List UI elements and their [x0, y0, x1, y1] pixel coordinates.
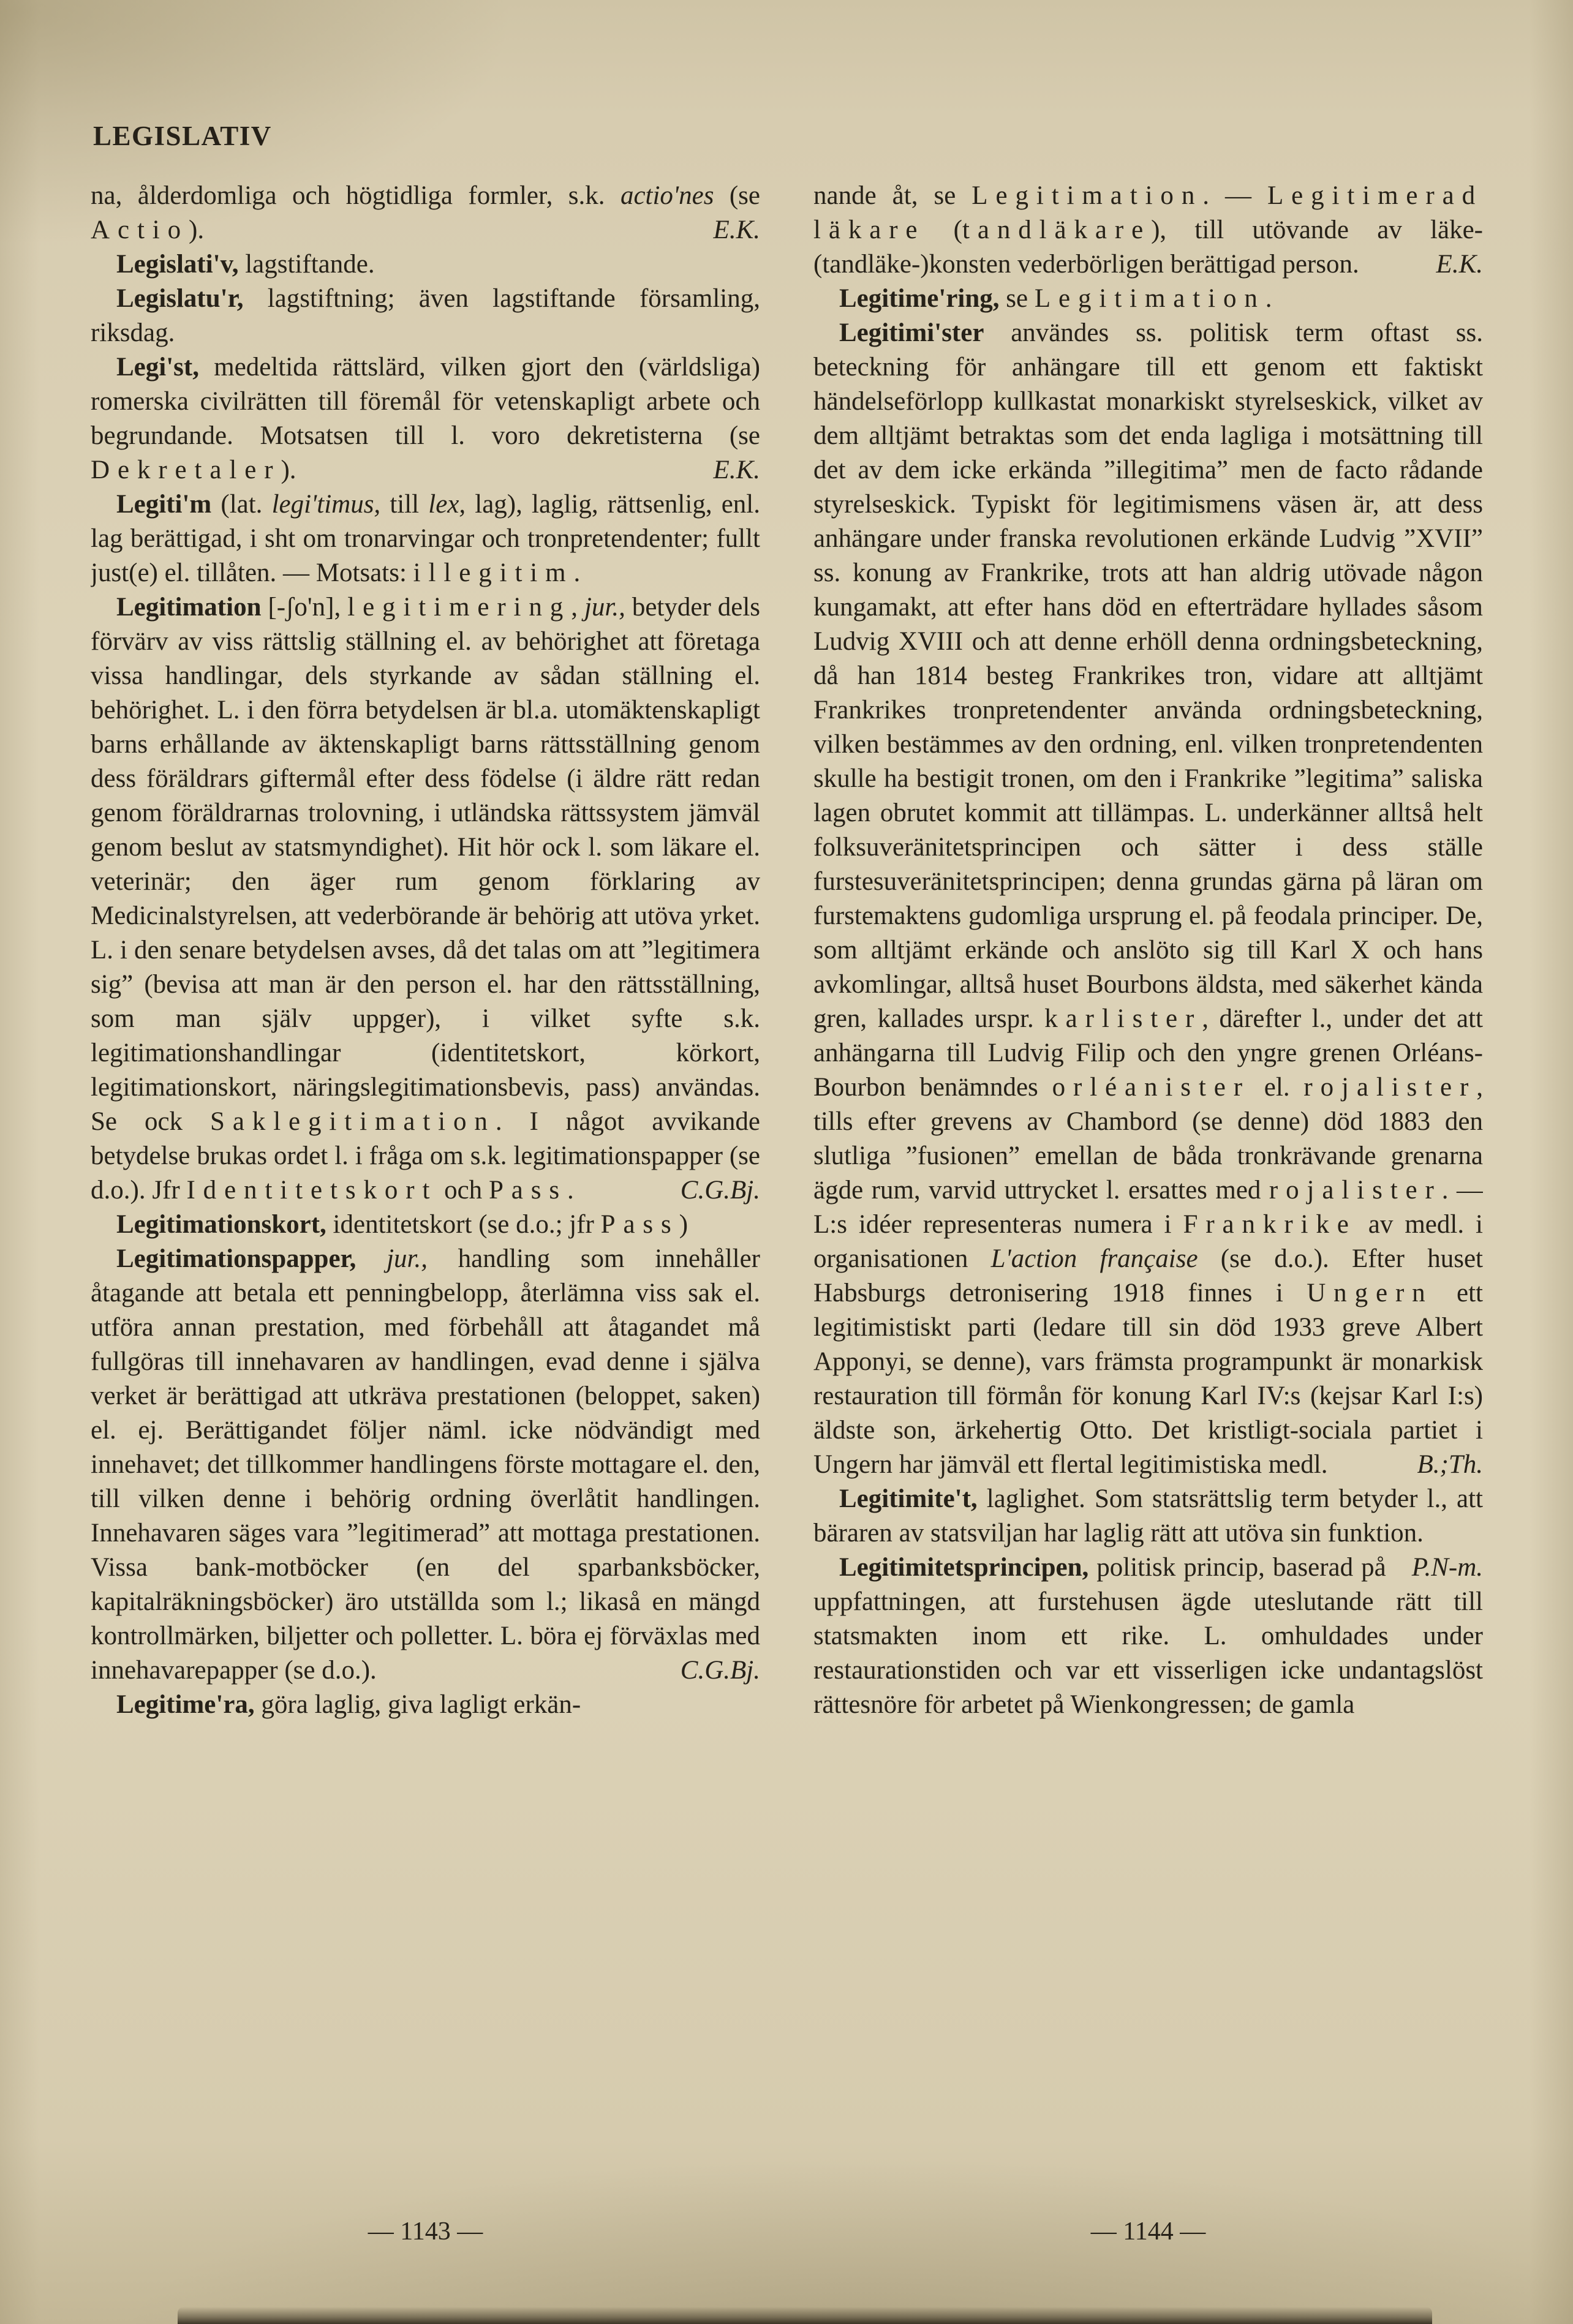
entry-term: Legislatu'r, — [116, 284, 244, 313]
author-signature: P.N-m. — [1411, 1553, 1483, 1582]
entry-term: Legitimite't, — [839, 1484, 978, 1513]
cross-reference: tandläkare — [962, 216, 1152, 244]
text-run: ). — [281, 456, 296, 484]
text-run: . — [567, 1176, 574, 1205]
paragraph — [91, 487, 760, 590]
entry-term: Legitimitetsprincipen, — [839, 1553, 1089, 1582]
author-signature: C.G.Bj. — [680, 1656, 760, 1685]
text-run: ). — [189, 216, 205, 244]
text-run: identitetskort (se d.o.; jfr — [326, 1210, 601, 1239]
entry-term: Legitimation — [116, 593, 262, 622]
text-run: lagstiftande. — [238, 250, 375, 279]
italic-term: actio'nes — [620, 181, 714, 210]
entry-term: Legitime'ring, — [839, 284, 1000, 313]
text-run: ( — [925, 216, 962, 244]
cross-reference: Frankrike — [1183, 1210, 1357, 1239]
cross-reference: rojalister — [1269, 1176, 1442, 1205]
author-signature: B.;Th. — [1417, 1450, 1483, 1479]
text-run: göra laglig, giva lagligt erkän- — [254, 1690, 581, 1719]
cross-reference: Legitimation — [1034, 284, 1266, 313]
paragraph — [91, 590, 760, 1208]
text-run: av medl. i organisationen — [813, 1210, 1483, 1273]
paragraph — [91, 1688, 760, 1722]
text-run: (se d.o.). Efter huset Habsburgs detronisering 1918 finnes i — [813, 1244, 1483, 1307]
text-run: . — [1265, 284, 1272, 313]
italic-term: jur., — [387, 1244, 428, 1273]
cross-reference: Pass — [600, 1210, 679, 1239]
text-run: , därefter l., under det att anhängarna till Ludvig Filip och den yngre grenen Orléans-Bourbon benämndes — [813, 1004, 1483, 1102]
cross-reference: legitimering — [347, 593, 571, 622]
paragraph — [813, 316, 1483, 1482]
paragraph — [813, 282, 1483, 316]
italic-term: L'action française — [990, 1244, 1198, 1273]
page-number-right: — 1144 — — [1090, 2217, 1206, 2246]
cross-reference: Legitimation — [971, 181, 1203, 210]
text-run: el. — [1250, 1073, 1304, 1102]
text-run: handling som innehåller åtagande att betala ett penningbelopp, återlämna viss sak el. utföra annan prestation, med förbehåll att åtagandet må fullgöras till innehavaren av handlingen, evad denne i själva verket är berättigad att utkräva prestationen (beloppet, saken) el. ej. Berättigandet följer näml. icke nödvändigt med innehavet; det tillkommer handlingens förste mottagare el. den, till vilken denne i behörig ordning överlåtit handlingen. Innehavaren säges vara ”legitimerad” att mottaga prestationen. Vissa bank-motböcker (en del sparbanksböcker, kapitalräkningsböcker) äro utställda som l.; likaså en mängd kontrollmärken, biljetter och polletter. L. böra ej förväxlas med innehavarepapper (se d.o.). — [91, 1244, 760, 1685]
author-signature: E.K. — [713, 456, 760, 484]
text-run: betyder dels förvärv av viss rättslig ställning el. av behörighet att företaga vissa handlingar, dels styrkande av sådan ställning el. behörighet. L. i den förra betydelsen är bl.a. utomäktenskapligt barns erhållande av äktenskapligt barns rättsställning genom dess föräldrars giftermål efter dess födelse (i äldre rätt redan genom föräldrarnas trolovning, i utländska rättssystem jämväl genom beslut av statsmyndighet). Hit hör ock l. som läkare el. veterinär; den äger rum genom förklaring av Medicinalstyrelsen, att vederbörande är behörig att utöva yrket. L. i den senare betydelsen avses, då det talas om att ”legitimera sig” (bevisa att man är den person el. har den rättsställning, som man själv uppger), i vilket syfte s.k. legitimationshandlingar (identitetskort, körkort, legitimationskort, näringslegitimationsbevis, pass) användas. Se ock — [91, 593, 760, 1136]
entry-term: Legitime'ra, — [116, 1690, 255, 1719]
running-title: LEGISLATIV — [93, 121, 272, 151]
text-run — [356, 1244, 387, 1273]
text-run: och — [437, 1176, 489, 1205]
cross-reference: rojalister — [1303, 1073, 1477, 1102]
page-number-left: — 1143 — — [368, 2217, 483, 2246]
entry-term: Legitimationspapper, — [116, 1244, 356, 1273]
scan-edge-shadow — [178, 2307, 1432, 2324]
text-run: ) — [679, 1210, 688, 1239]
cross-reference: Identitetskort — [186, 1176, 438, 1205]
text-run: . — — [1202, 181, 1267, 210]
italic-term: lex, — [428, 490, 466, 519]
cross-reference: Ungern — [1307, 1279, 1433, 1307]
text-run: . — [573, 558, 581, 587]
text-run: , tills efter grevens av Chambord (se denne) död 1883 den slutliga ”fusionen” emellan de båda tronkrävande grenarna ägde rum, varvid uttrycket l. ersattes med — [813, 1073, 1483, 1205]
entry-term: Legislati'v, — [116, 250, 239, 279]
text-run: , — [571, 593, 584, 622]
author-signature: C.G.Bj. — [680, 1176, 760, 1205]
author-signature: E.K. — [713, 216, 760, 244]
entry-term: Legitimationskort, — [116, 1210, 326, 1239]
column-right — [813, 179, 1483, 2206]
paragraph — [91, 247, 760, 282]
text-run: na, ålderdomliga och högtidliga formler, s.k. — [91, 181, 621, 210]
paragraph — [91, 1242, 760, 1688]
paragraph — [91, 350, 760, 487]
text-run: (se — [714, 181, 760, 210]
text-run: politisk princip, baserad på uppfattningen, att furstehusen ägde uteslutande rätt till statsmakten inom ett rike. L. omhuldades under restaurationstiden och var ett visserligen icke undantagslöst rättesnöre för arbetet på Wienkongressen; de gamla — [813, 1553, 1483, 1719]
paragraph — [91, 179, 760, 247]
italic-term: jur., — [584, 593, 625, 622]
cross-reference: orléanister — [1052, 1073, 1250, 1102]
paragraph — [91, 1208, 760, 1242]
cross-reference: Legitimerad läkare — [813, 181, 1483, 244]
text-columns — [91, 179, 1483, 2206]
text-run: ), till utövande av läke- (tandläke-)konsten vederbörligen berättigad person. — [813, 216, 1483, 279]
text-run: . I något avvikande betydelse brukas ordet l. i fråga om s.k. legitimationspapper (se d.o.). Jfr — [91, 1107, 760, 1205]
paragraph — [813, 179, 1483, 282]
cross-reference: Saklegitimation — [210, 1107, 496, 1136]
cross-reference: Pass — [488, 1176, 568, 1205]
text-run: lag), laglig, rättsenlig, enl. lag berättigad, i sht om tronarvingar och tronpretendenter; fullt just(e) el. tillåten. — Motsats: — [91, 490, 760, 587]
paragraph — [91, 282, 760, 350]
text-run: se — [999, 284, 1035, 313]
text-run: [-ʃo'n], — [261, 593, 348, 622]
text-run: laglighet. Som statsrättslig term betyder l., att bäraren av statsviljan har laglig rätt att utöva sin funktion. — [813, 1484, 1483, 1547]
column-left — [91, 179, 760, 2206]
text-run: till — [380, 490, 429, 519]
italic-term: legi'timus, — [271, 490, 381, 519]
entry-term: Legiti'm — [116, 490, 212, 519]
cross-reference: karlister — [1044, 1004, 1202, 1033]
text-run: nande åt, se — [813, 181, 972, 210]
text-run: medeltida rättslärd, vilken gjort den (världsliga) romerska civilrätten till föremål för vetenskapligt arbete och begrundande. Motsatsen till l. voro dekretisterna (se — [91, 353, 760, 450]
text-run: . — L:s idéer representeras numera i — [813, 1176, 1483, 1239]
author-signature: E.K. — [1436, 250, 1483, 279]
cross-reference: Actio — [91, 216, 189, 244]
paragraph — [813, 1551, 1483, 1722]
entry-term: Legitimi'ster — [839, 318, 984, 347]
entry-term: Legi'st, — [116, 353, 199, 382]
text-run: användes ss. politisk term oftast ss. beteckning för anhängare till ett genom ett faktiskt händelseförlopp kullkastat monarkiskt styrelseskick, vilket av dem alltjämt betraktas som det enda lagliga i motsättning till det av dem icke erkända ”illegitima” men de facto rådande styrelseskick. Typiskt för legitimismens väsen är, att dess anhängare under franska revolutionen erkände Ludvig ”XVII” ss. konung av Frankrike, trots att han aldrig utövade någon kungamakt, att efter hans död en efterträdare hyllades såsom Ludvig XVIII och att denne erhöll denna ordningsbeteckning, då han 1814 besteg Frankrikes tron, vidare att alltjämt Frankrikes tronpretendenter använda ordningsbeteckning, vilken bestämmes av den ordning, enl. vilken tronpretendenten skulle ha bestigit tronen, om den i Frankrike ”legitima” saliska lagen obrutet kommit att tillämpas. L. underkänner alltså helt folksuveränitetsprincipen och sätter i dess ställe furstesuveränitetsprincipen; denna grundas gärna på läran om furstemaktens gudomliga ursprung el. på feodala principer. De, som alltjämt erkände och anslöto sig till Karl X och hans avkomlingar, alltså huset Bourbons äldsta, med säkerhet kända gren, kallades urspr. — [813, 318, 1483, 1033]
text-run: lagstiftning; även lagstiftande församling, riksdag. — [91, 284, 760, 347]
cross-reference: Dekretaler — [91, 456, 281, 484]
text-run: (lat. — [211, 490, 272, 519]
cross-reference: illegitim — [413, 558, 574, 587]
text-run: ett legitimistiskt parti (ledare till sin död 1933 greve Albert Apponyi, se denne), vars främsta programpunkt är monarkisk restauration till förmån för konung Karl IV:s (kejsar Karl I:s) äldste son, ärkehertig Otto. Det kristligt-sociala partiet i Ungern har jämväl ett flertal legitimistiska medl. — [813, 1279, 1483, 1479]
